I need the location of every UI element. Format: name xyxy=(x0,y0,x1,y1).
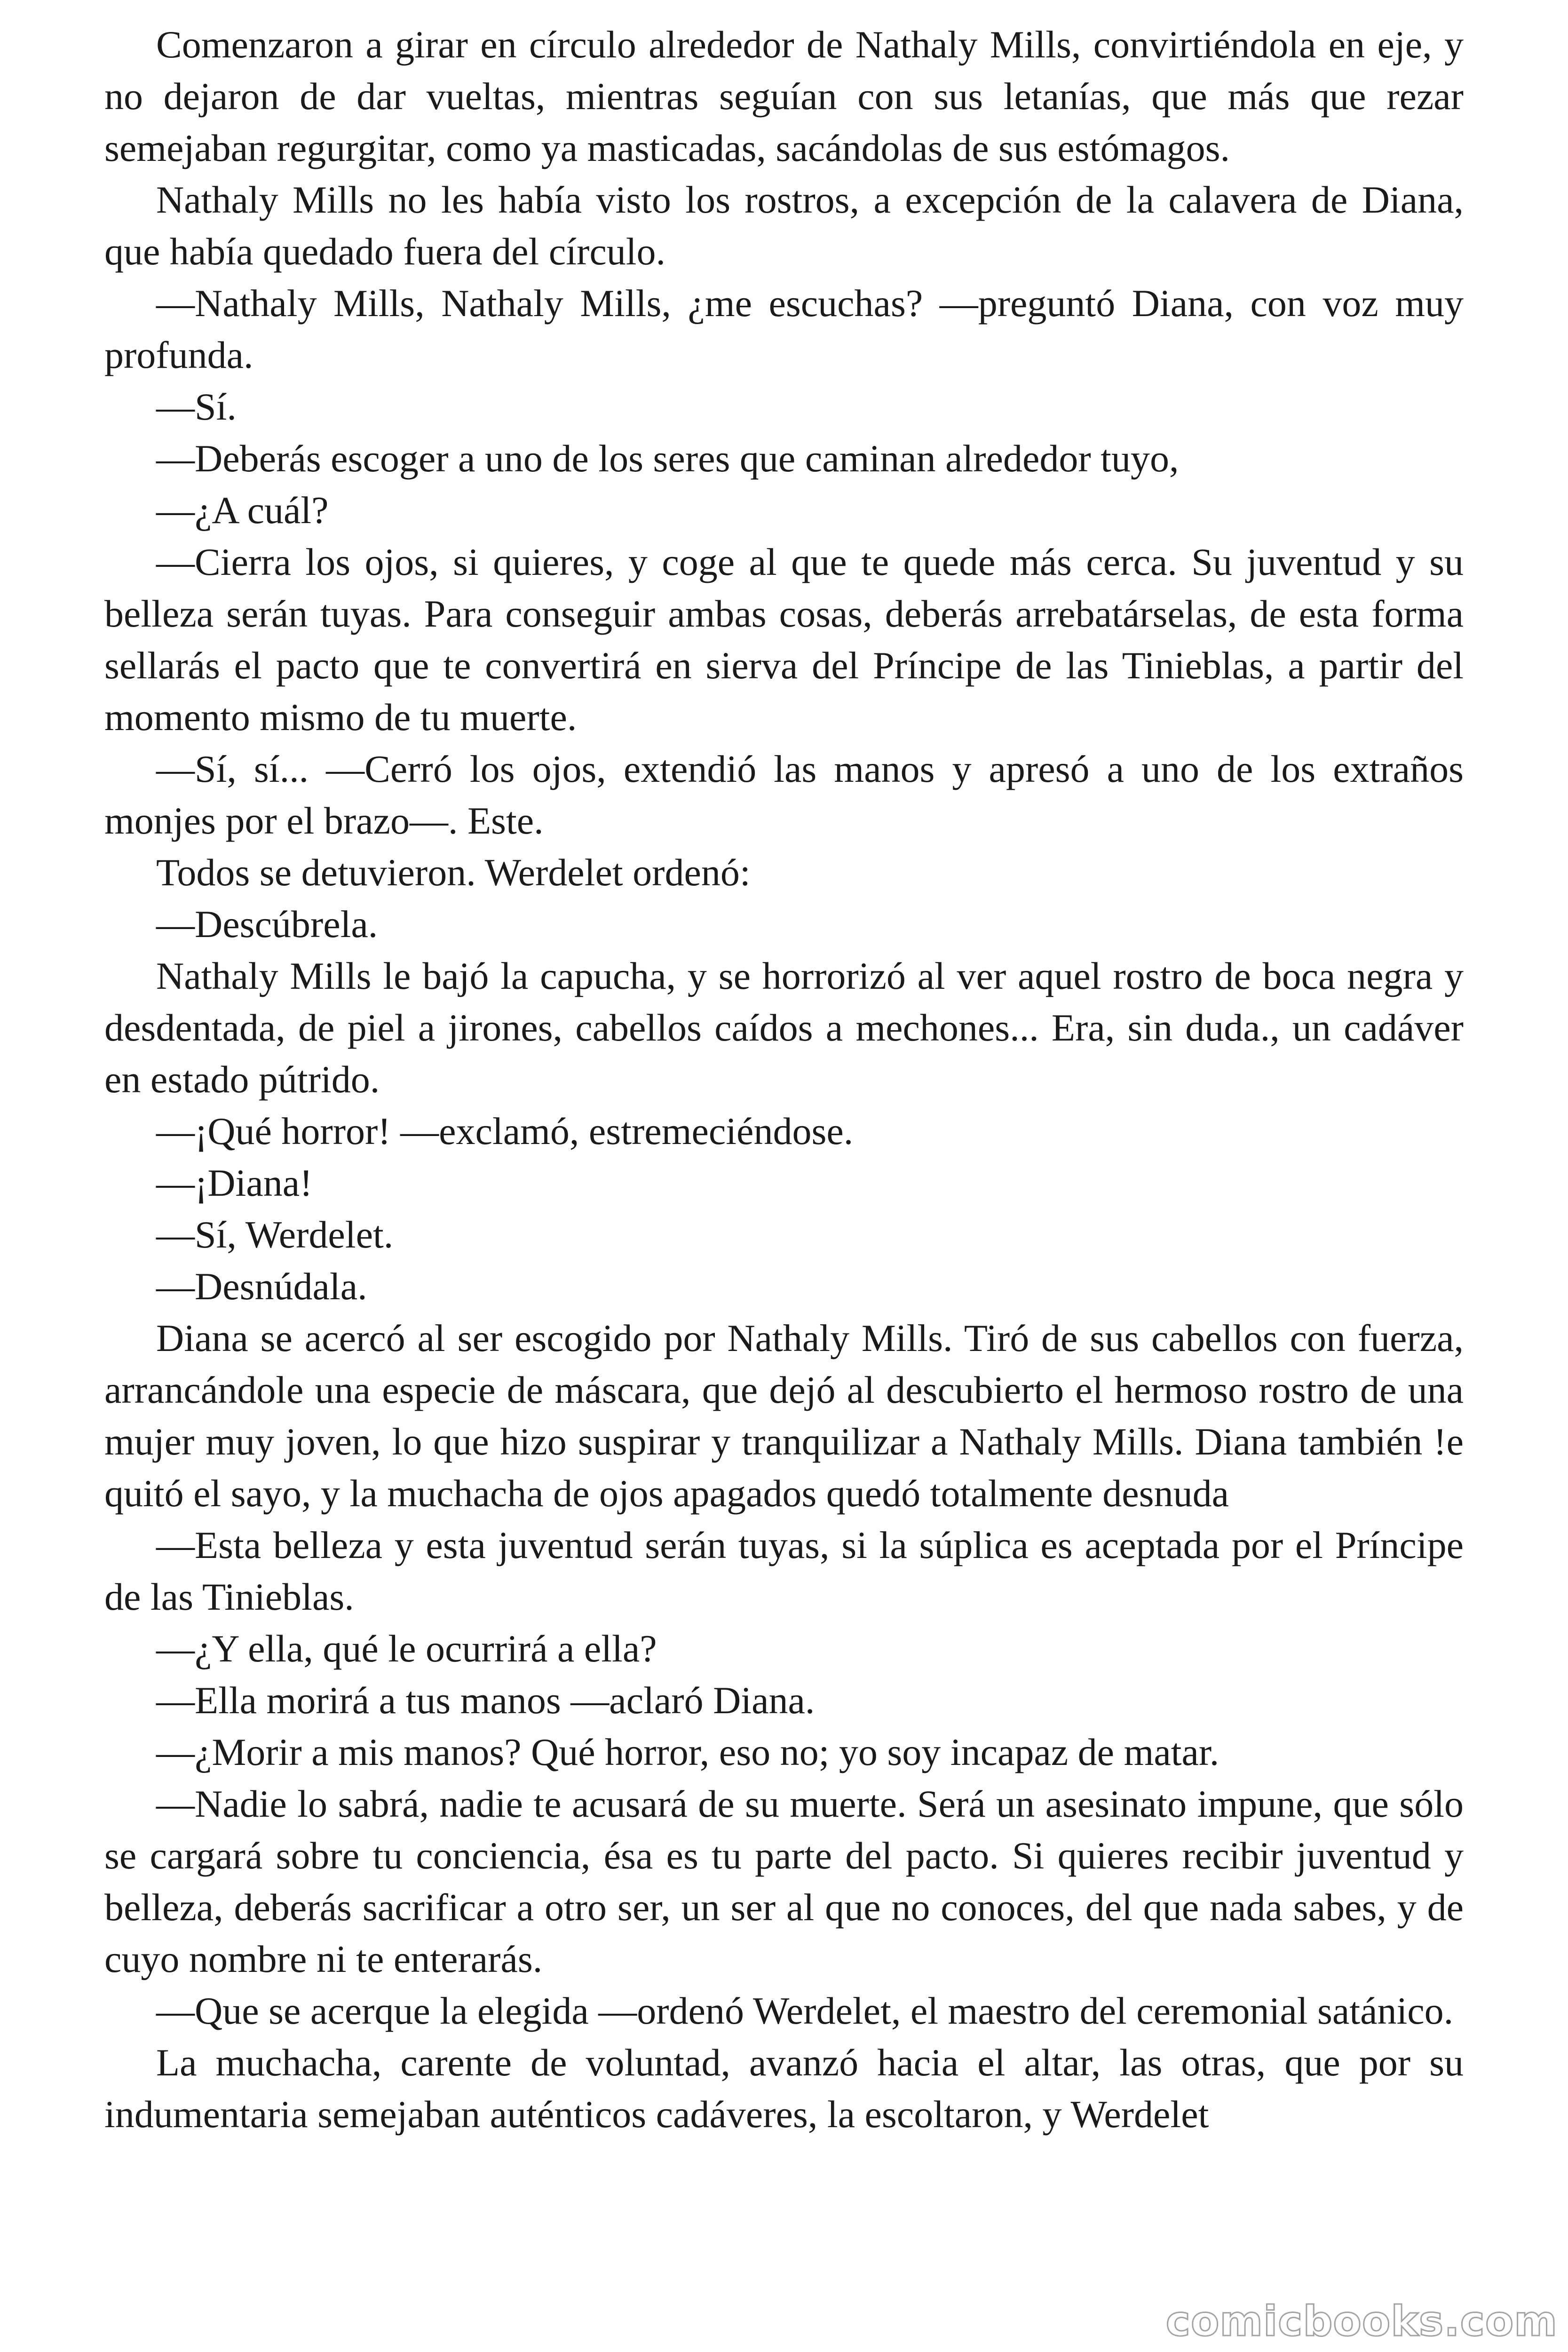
paragraph: —¡Qué horror! —exclamó, estremeciéndose. xyxy=(156,1110,854,1152)
paragraph: —Sí. xyxy=(156,385,237,428)
paragraph: —Descúbrela. xyxy=(156,903,378,946)
paragraph: Nathaly Mills no les había visto los rostros, a excepción de la calavera de Diana, que había quedado fuera del círculo. xyxy=(104,178,1464,273)
paragraph: —Desnúdala. xyxy=(156,1265,367,1308)
paragraph: —Deberás escoger a uno de los seres que caminan alrededor tuyo, xyxy=(156,437,1179,480)
paragraph: —Cierra los ojos, si quieres, y coge al que te quede más cerca. Su juventud y su belleza serán tuyas. Para conseguir ambas cosas, deberás arrebatárselas, de esta forma sellarás el pacto que te convertirá en sierva del Príncipe de las Tinieblas, a partir del momento mismo de tu muerte. xyxy=(104,540,1464,739)
paragraph: —Esta belleza y esta juventud serán tuyas, si la súplica es aceptada por el Príncipe de las Tinieblas. xyxy=(104,1524,1464,1618)
paragraph: —Sí, sí... —Cerró los ojos, extendió las manos y apresó a uno de los extraños monjes por el brazo—. Este. xyxy=(104,747,1464,842)
paragraph: —¿Y ella, qué le ocurrirá a ella? xyxy=(156,1627,657,1670)
paragraph: —Sí, Werdelet. xyxy=(156,1213,394,1256)
paragraph: —Nadie lo sabrá, nadie te acusará de su muerte. Será un asesinato impune, que sólo se cargará sobre tu conciencia, ésa es tu parte del pacto. Si quieres recibir juventud y belleza, deberás sacrificar a otro ser, un ser al que no conoces, del que nada sabes, y de cuyo nombre ni te enterarás. xyxy=(104,1782,1464,1980)
paragraph: Todos se detuvieron. Werdelet ordenó: xyxy=(156,851,751,894)
paragraph: Comenzaron a girar en círculo alrededor de Nathaly Mills, convirtiéndola en eje, y no dejaron de dar vueltas, mientras seguían con sus letanías, que más que rezar semejaban regurgitar, como ya masticadas, sacándolas de sus estómagos. xyxy=(104,23,1464,169)
paragraph: —Ella morirá a tus manos —aclaró Diana. xyxy=(156,1679,815,1722)
paragraph: —¿A cuál? xyxy=(156,489,329,532)
paragraph: —¿Morir a mis manos? Qué horror, eso no; yo soy incapaz de matar. xyxy=(156,1731,1220,1773)
paragraph: —Nathaly Mills, Nathaly Mills, ¿me escuchas? —preguntó Diana, con voz muy profunda. xyxy=(104,282,1464,376)
text-body xyxy=(104,19,1464,2140)
paragraph: Nathaly Mills le bajó la capucha, y se horrorizó al ver aquel rostro de boca negra y desdentada, de piel a jirones, cabellos caídos a mechones... Era, sin duda., un cadáver en estado pútrido. xyxy=(104,954,1464,1101)
paragraph: La muchacha, carente de voluntad, avanzó hacia el altar, las otras, que por su indumentaria semejaban auténticos cadáveres, la escoltaron, y Werdelet xyxy=(104,2041,1464,2136)
paragraph: Diana se acercó al ser escogido por Nathaly Mills. Tiró de sus cabellos con fuerza, arrancándole una especie de máscara, que dejó al descubierto el hermoso rostro de una mujer muy joven, lo que hizo suspirar y tranquilizar a Nathaly Mills. Diana también !e quitó el sayo, y la muchacha de ojos apagados quedó totalmente desnuda xyxy=(104,1317,1464,1515)
paragraph: —¡Diana! xyxy=(156,1161,313,1204)
paragraph: —Que se acerque la elegida —ordenó Werdelet, el maestro del ceremonial satánico. xyxy=(156,1989,1454,2032)
watermark: comicbooks.com xyxy=(1165,2297,1558,2345)
